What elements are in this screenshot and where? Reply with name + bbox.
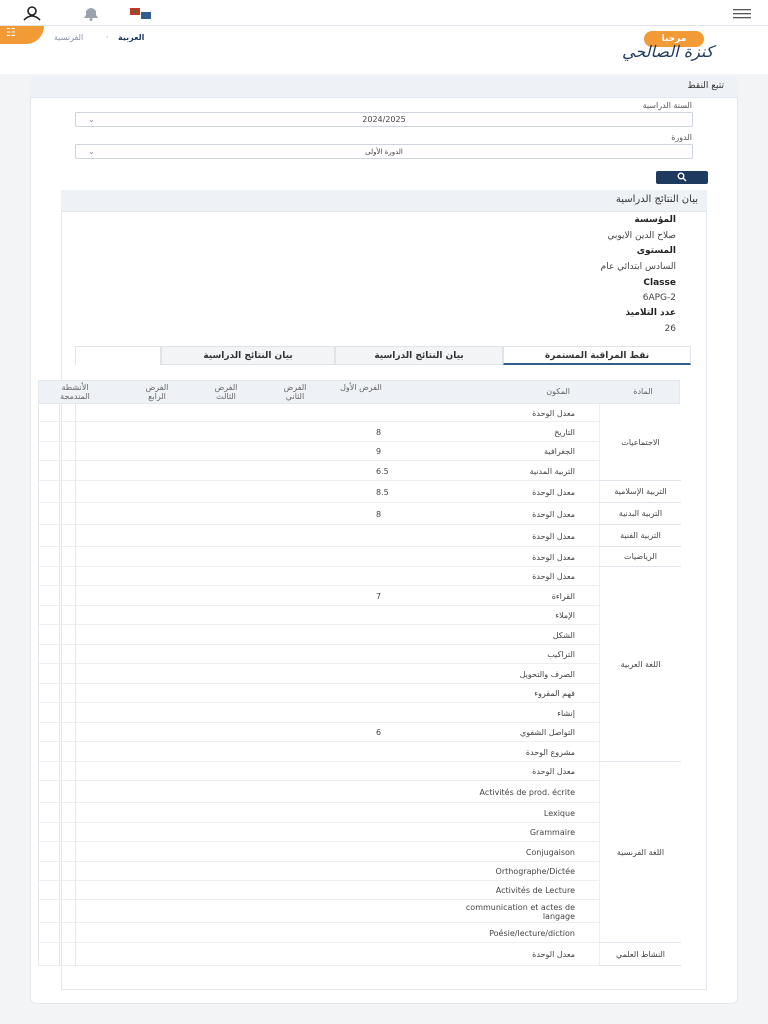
lang-separator: · <box>106 33 109 42</box>
component-cell: Grammaire <box>529 828 575 837</box>
tab-spacer <box>75 346 161 365</box>
component-cell: Poésie/lecture/diction <box>489 928 575 938</box>
table-row <box>39 742 599 762</box>
grades-card-header <box>30 76 738 98</box>
chevron-down-icon: ⌄ <box>88 147 95 156</box>
table-row <box>39 586 599 606</box>
subject-cell: التربية الفنية <box>599 525 681 547</box>
component-cell: معدل الوحدة <box>532 552 575 562</box>
logo-badge: مرحبا <box>644 31 704 47</box>
card-title: تتبع النقط <box>687 81 724 91</box>
component-cell: معدل الوحدة <box>532 767 575 776</box>
institution-value: صلاح الدين الايوبي <box>607 231 676 241</box>
component-cell: مشروع الوحدة <box>525 747 575 757</box>
component-cell: التواصل الشفوي <box>519 728 575 737</box>
subject-cell: الاجتماعيات <box>599 404 681 481</box>
component-cell: التربية المدنية <box>529 466 575 476</box>
user-icon[interactable] <box>22 5 42 21</box>
th-exam3: الفرض الثالث <box>214 383 238 401</box>
table-row <box>39 481 599 503</box>
subject-cell: اللغة الفرنسية <box>599 762 681 943</box>
table-row <box>39 567 599 586</box>
exam1-grade-cell[interactable]: 8.5 <box>376 487 389 497</box>
level-value: السادس ابتدائي عام <box>600 262 676 272</box>
tab-results-1[interactable]: بيان النتائج الدراسية <box>335 346 503 365</box>
subject-cell: الرياضيات <box>599 547 681 567</box>
table-row <box>39 823 599 842</box>
class-value: 6APG-2 <box>642 293 676 303</box>
subject-cell: التربية الإسلامية <box>599 481 681 503</box>
component-cell: التراكيب <box>547 650 575 659</box>
tab-results-2[interactable]: بيان النتائج الدراسية <box>161 346 335 365</box>
component-cell: معدل الوحدة <box>532 509 575 519</box>
table-row <box>39 881 599 900</box>
tab-continuous-assessment[interactable]: نقط المراقبة المستمرة <box>503 346 691 365</box>
table-row <box>39 762 599 781</box>
subject-cell: اللغة العربية <box>599 567 681 762</box>
session-select[interactable] <box>75 144 693 159</box>
table-row <box>39 923 599 943</box>
class-label: Classe <box>643 278 676 288</box>
session-label: الدورة <box>671 133 692 142</box>
component-cell: معدل الوحدة <box>532 487 575 497</box>
table-row <box>39 645 599 664</box>
th-exam1: الفرض الأول <box>340 383 382 392</box>
sidebar-toggle-icon[interactable]: ☷ <box>0 26 44 44</box>
component-cell: فهم المقروء <box>534 689 575 698</box>
year-label: السنة الدراسية <box>642 101 692 110</box>
institution-label: المؤسسة <box>634 215 676 225</box>
component-cell: معدل الوحدة <box>532 950 575 959</box>
table-row <box>39 525 599 547</box>
exam1-grade-cell[interactable]: 6 <box>376 728 382 737</box>
search-icon <box>677 172 687 182</box>
th-exam2: الفرض الثاني <box>283 383 307 401</box>
top-bar <box>0 0 768 26</box>
exam1-grade-cell[interactable]: 7 <box>376 591 382 601</box>
table-row <box>39 664 599 684</box>
exam1-grade-cell[interactable]: 8 <box>376 509 382 519</box>
table-row <box>39 781 599 803</box>
component-cell: Lexique <box>543 808 575 818</box>
component-cell: الإملاء <box>555 611 575 620</box>
table-row <box>39 442 599 461</box>
lang-french[interactable]: الفرنسية <box>54 33 84 42</box>
bell-icon[interactable] <box>80 5 102 21</box>
session-select-value: الدورة الأولى <box>365 148 403 156</box>
component-cell: معدل الوحدة <box>532 531 575 541</box>
table-row <box>39 547 599 567</box>
table-row <box>39 943 599 966</box>
th-activities: الأنشطة المندمجة <box>60 383 90 401</box>
table-row <box>39 606 599 625</box>
table-row <box>39 723 599 742</box>
table-row <box>39 900 599 923</box>
grades-table <box>38 404 680 966</box>
table-row <box>39 862 599 881</box>
component-cell: التاريخ <box>554 427 575 437</box>
results-panel-title: بيان النتائج الدراسية <box>615 194 698 205</box>
component-cell: إنشاء <box>557 708 575 718</box>
table-row <box>39 404 599 422</box>
table-row <box>39 703 599 723</box>
component-cell: الجغرافية <box>544 447 575 456</box>
th-component: المكون <box>546 387 570 396</box>
component-cell: Activités de prod. écrite <box>479 787 575 797</box>
component-cell: الصرف والتحويل <box>519 669 575 679</box>
component-cell: معدل الوحدة <box>532 572 575 581</box>
results-panel-header <box>61 190 707 212</box>
year-select[interactable] <box>75 112 693 127</box>
search-button[interactable] <box>656 171 708 184</box>
th-exam4: الفرض الرابع <box>145 383 169 401</box>
level-label: المستوى <box>636 246 676 256</box>
students-label: عدد التلاميذ <box>625 308 676 318</box>
component-cell: القراءة <box>551 591 575 601</box>
year-select-value: 2024/2025 <box>362 115 406 124</box>
column-divider <box>75 404 76 966</box>
menu-icon[interactable] <box>732 5 752 21</box>
table-row <box>39 842 599 862</box>
table-row <box>39 625 599 645</box>
exam1-grade-cell[interactable]: 8 <box>376 427 382 437</box>
component-cell: معدل الوحدة <box>532 408 575 418</box>
table-row <box>39 503 599 525</box>
logo-name: كنزة الصالحي <box>622 42 714 61</box>
table-row <box>39 461 599 481</box>
table-row <box>39 803 599 823</box>
subject-cell: النشاط العلمي <box>599 943 681 966</box>
column-divider <box>59 404 60 966</box>
students-value: 26 <box>664 324 676 334</box>
th-subject: المادة <box>633 387 653 396</box>
lang-arabic[interactable]: العربية <box>118 33 145 42</box>
language-icon[interactable] <box>128 5 154 21</box>
component-cell: communication et actes de langage <box>465 902 575 921</box>
component-cell: Conjugaison <box>525 847 575 857</box>
table-row <box>39 422 599 442</box>
chevron-down-icon: ⌄ <box>88 115 95 124</box>
exam1-grade-cell[interactable]: 9 <box>376 447 382 456</box>
subject-cell: التربية البدنية <box>599 503 681 525</box>
component-cell: Activités de Lecture <box>495 886 575 895</box>
component-cell: Orthographe/Dictée <box>495 867 575 876</box>
exam1-grade-cell[interactable]: 6.5 <box>376 466 389 476</box>
table-row <box>39 684 599 703</box>
component-cell: الشكل <box>552 630 575 640</box>
